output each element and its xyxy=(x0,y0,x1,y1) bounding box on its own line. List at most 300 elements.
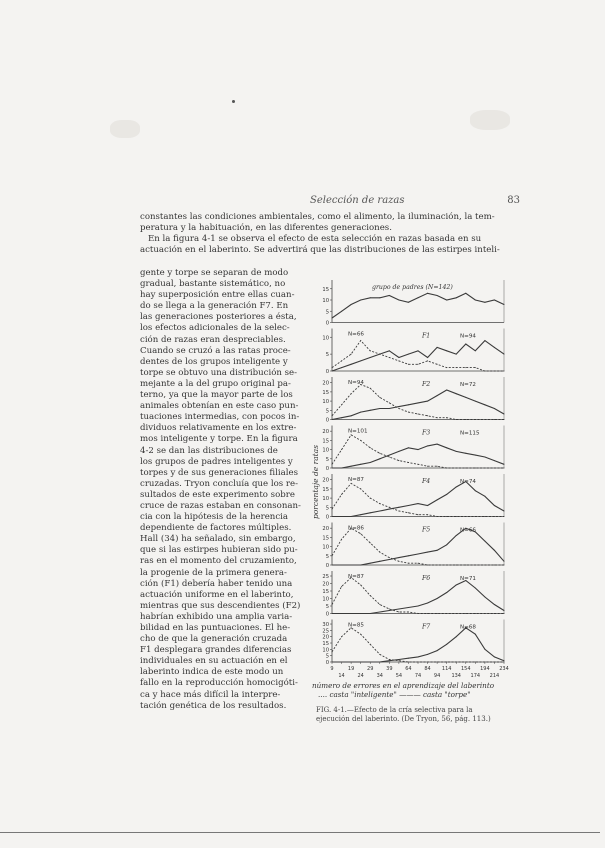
scan-edge-line xyxy=(0,832,600,833)
series-line-torpe xyxy=(332,525,504,565)
data-point xyxy=(475,401,476,402)
data-point xyxy=(456,354,457,355)
legend xyxy=(318,690,471,699)
data-point xyxy=(484,565,485,566)
data-point xyxy=(408,364,409,365)
data-point xyxy=(504,468,505,469)
y-tick-label: 0 xyxy=(325,611,329,618)
panel-n-left: N=85 xyxy=(348,622,364,629)
data-point xyxy=(379,453,380,454)
data-point xyxy=(408,555,409,556)
data-point xyxy=(370,350,371,351)
data-point xyxy=(465,367,466,368)
data-point xyxy=(360,488,361,489)
data-point xyxy=(475,613,476,614)
data-point xyxy=(456,297,457,298)
data-point xyxy=(504,464,505,465)
data-point xyxy=(446,565,447,566)
data-point xyxy=(370,595,371,596)
data-point xyxy=(418,364,419,365)
y-tick-label: 10 xyxy=(322,544,329,551)
text-line: constantes las condiciones ambientales, como el alimento, la iluminación, la tem- xyxy=(140,212,495,222)
data-point xyxy=(446,613,447,614)
data-point xyxy=(456,451,457,452)
x-tick-label: 19 xyxy=(347,666,355,672)
text-line: los grupos de padres inteligentes y xyxy=(140,456,293,467)
panel-label: F7 xyxy=(422,623,431,631)
text-line: individuales en su actuación en el xyxy=(140,656,288,667)
data-point xyxy=(418,503,419,504)
text-line: mos inteligente y torpe. En la figura xyxy=(140,434,298,445)
text-line: fallo en la reproducción homocigóti- xyxy=(140,678,298,689)
data-point xyxy=(360,340,361,341)
text-line: Hall (34) ha señalado, sin embargo, xyxy=(140,534,296,545)
x-tick-label: 64 xyxy=(405,666,412,672)
data-point xyxy=(484,541,485,542)
data-point xyxy=(475,350,476,351)
data-point xyxy=(379,511,380,512)
data-point xyxy=(351,483,352,484)
data-point xyxy=(494,300,495,301)
data-point xyxy=(456,613,457,614)
data-point xyxy=(360,533,361,534)
data-point xyxy=(427,654,428,655)
text-line: 4-2 se dan las distribuciones de xyxy=(140,445,278,456)
data-point xyxy=(494,371,495,372)
data-point xyxy=(494,613,495,614)
series-line-inteligente xyxy=(332,341,504,371)
data-point xyxy=(437,466,438,467)
data-point xyxy=(456,468,457,469)
y-tick-label: 10 xyxy=(322,298,329,304)
text-line: cho de que la generación cruzada xyxy=(140,634,288,645)
data-point xyxy=(341,586,342,587)
text-line: mejante a la del grupo original pa- xyxy=(140,378,291,389)
y-tick-label: 10 xyxy=(322,496,329,503)
data-point xyxy=(332,516,333,517)
data-point xyxy=(332,415,333,416)
data-point xyxy=(389,357,390,358)
x-axis-label: número de errores en el aprendizaje del laberinto xyxy=(312,681,495,690)
panel-n-right: N=115 xyxy=(460,430,480,437)
data-point xyxy=(379,408,380,409)
series-line-torpe xyxy=(332,390,504,420)
data-point xyxy=(370,388,371,389)
y-tick-label: 20 xyxy=(322,477,329,484)
text-line: que si las estirpes hubieran sido pu- xyxy=(140,545,298,556)
data-point xyxy=(360,464,361,465)
data-point xyxy=(398,451,399,452)
data-point xyxy=(465,613,466,614)
data-point xyxy=(418,656,419,657)
data-point xyxy=(370,357,371,358)
data-point xyxy=(408,404,409,405)
text-line: sultados de este experimento sobre xyxy=(140,489,295,500)
data-point xyxy=(465,516,466,517)
data-point xyxy=(475,367,476,368)
data-point xyxy=(418,297,419,298)
data-point xyxy=(456,487,457,488)
data-point xyxy=(341,565,342,566)
text-line: do se llega a la generación F7. En xyxy=(140,301,289,312)
figure-caption: FIG. 4-1.—Efecto de la cría selectiva para la ejecución del laberinto. (De Tryon, 56, pág. 113.) xyxy=(316,706,491,723)
data-point xyxy=(398,609,399,610)
panel-label: F6 xyxy=(422,575,431,582)
x-tick-label: 24 xyxy=(357,673,364,679)
legend-solid-swatch: ——— xyxy=(396,690,423,699)
y-tick-label: 10 xyxy=(322,447,329,454)
y-tick-label: 15 xyxy=(322,535,329,542)
data-point xyxy=(465,397,466,398)
data-point xyxy=(341,449,342,450)
data-point xyxy=(332,318,333,319)
data-point xyxy=(332,651,333,652)
data-point xyxy=(398,659,399,660)
data-point xyxy=(370,542,371,543)
y-tick-label: 15 xyxy=(322,438,329,445)
panel-n-left: N=87 xyxy=(348,574,364,580)
data-point xyxy=(341,404,342,405)
text-line: gradual, bastante sistemático, no xyxy=(140,279,286,290)
data-point xyxy=(475,419,476,420)
data-point xyxy=(341,360,342,361)
data-point xyxy=(332,555,333,556)
data-point xyxy=(351,354,352,355)
y-tick-label: 20 xyxy=(322,380,329,387)
data-point xyxy=(504,561,505,562)
data-point xyxy=(456,393,457,394)
text-line: actuación en el laberinto. Se advertirá que las distribuciones de las estirpes inteli- xyxy=(140,245,500,256)
data-point xyxy=(398,557,399,558)
data-point xyxy=(370,410,371,411)
data-point xyxy=(446,350,447,351)
data-point xyxy=(351,565,352,566)
panel-n-right: N=74 xyxy=(460,479,476,485)
data-point xyxy=(398,561,399,562)
data-point xyxy=(351,364,352,365)
data-point xyxy=(456,516,457,517)
data-point xyxy=(494,408,495,409)
data-point xyxy=(379,297,380,298)
x-tick-label: 234 xyxy=(499,666,509,672)
data-point xyxy=(446,644,447,645)
data-point xyxy=(427,357,428,358)
data-point xyxy=(504,371,505,372)
text-line: cruzadas. Tryon concluía que los re- xyxy=(140,478,298,489)
data-point xyxy=(456,636,457,637)
data-point xyxy=(398,406,399,407)
panel-n-left: N=66 xyxy=(348,331,364,338)
data-point xyxy=(389,509,390,510)
text-line: Cuando se cruzó a las ratas proce- xyxy=(140,345,291,356)
selective-breeding-chart xyxy=(312,276,512,688)
data-point xyxy=(408,607,409,608)
data-point xyxy=(360,613,361,614)
series-line-inteligente xyxy=(332,578,504,614)
data-point xyxy=(408,447,409,448)
data-point xyxy=(332,565,333,566)
data-point xyxy=(484,468,485,469)
data-point xyxy=(484,340,485,341)
data-point xyxy=(341,468,342,469)
text-line: dentes de los grupos inteligente y xyxy=(140,356,288,367)
text-line: ción de razas eran despreciables. xyxy=(140,334,286,345)
scan-noise xyxy=(110,120,140,138)
data-point xyxy=(484,613,485,614)
data-point xyxy=(484,371,485,372)
data-point xyxy=(494,460,495,461)
data-point xyxy=(351,393,352,394)
data-point xyxy=(437,295,438,296)
text-line: F1 desplegara grandes diferencias xyxy=(140,645,292,656)
y-tick-label: 5 xyxy=(325,408,329,415)
data-point xyxy=(379,654,380,655)
data-point xyxy=(427,445,428,446)
y-tick-label: 0 xyxy=(325,563,329,569)
data-point xyxy=(379,552,380,553)
data-point xyxy=(484,404,485,405)
panel-n-right: N=72 xyxy=(460,382,476,388)
data-point xyxy=(465,565,466,566)
data-point xyxy=(408,354,409,355)
data-point xyxy=(351,516,352,517)
data-point xyxy=(370,498,371,499)
data-point xyxy=(427,514,428,515)
x-tick-label: 174 xyxy=(470,673,481,679)
data-point xyxy=(418,464,419,465)
data-point xyxy=(379,604,380,605)
data-point xyxy=(408,612,409,613)
running-header xyxy=(270,195,520,211)
x-tick-label: 214 xyxy=(489,673,500,679)
panel-label: F2 xyxy=(422,381,431,388)
data-point xyxy=(465,468,466,469)
data-point xyxy=(446,494,447,495)
text-line: los efectos adicionales de la selec- xyxy=(140,323,290,334)
x-tick-label: 29 xyxy=(367,666,374,672)
data-point xyxy=(484,419,485,420)
data-point xyxy=(398,360,399,361)
data-point xyxy=(484,516,485,517)
text-line: la progenie de la primera genera- xyxy=(140,567,287,578)
data-point xyxy=(437,516,438,517)
data-point xyxy=(408,563,409,564)
x-tick-label: 74 xyxy=(414,673,422,679)
panel-label: F3 xyxy=(422,429,431,437)
data-point xyxy=(341,539,342,540)
y-tick-label: 10 xyxy=(322,399,329,406)
text-line: terno, ya que la mayor parte de los xyxy=(140,390,293,401)
data-point xyxy=(446,367,447,368)
data-point xyxy=(389,295,390,296)
data-point xyxy=(504,565,505,566)
panel-n-right: N=94 xyxy=(460,333,476,340)
data-point xyxy=(341,613,342,614)
series-line-inteligente xyxy=(332,483,504,516)
text-line: En la figura 4-1 se observa el efecto de esta selección en razas basada en su xyxy=(148,234,482,245)
y-tick-label: 5 xyxy=(325,604,329,610)
data-point xyxy=(418,449,419,450)
data-point xyxy=(398,357,399,358)
x-tick-label: 84 xyxy=(424,666,431,672)
y-axis-label: porcentaje de ratas xyxy=(311,444,320,520)
data-point xyxy=(504,354,505,355)
y-tick-label: 5 xyxy=(325,505,329,512)
data-point xyxy=(379,561,380,562)
data-point xyxy=(475,565,476,566)
text-line: tación genética de los resultados. xyxy=(140,700,287,711)
data-point xyxy=(389,402,390,403)
data-point xyxy=(389,457,390,458)
legend-dashed-label: casta "inteligente" xyxy=(329,690,397,699)
data-point xyxy=(456,535,457,536)
data-point xyxy=(494,505,495,506)
data-point xyxy=(475,588,476,589)
y-tick-label: 15 xyxy=(322,389,329,396)
data-point xyxy=(446,468,447,469)
data-point xyxy=(332,367,333,368)
data-point xyxy=(437,395,438,396)
data-point xyxy=(389,660,390,661)
data-point xyxy=(379,612,380,613)
panel-n-right: N=71 xyxy=(460,576,476,582)
data-point xyxy=(427,613,428,614)
panel-n-right: N=66 xyxy=(460,527,476,534)
data-point xyxy=(341,417,342,418)
data-point xyxy=(351,434,352,435)
data-point xyxy=(437,598,438,599)
data-point xyxy=(389,659,390,660)
text-line: actuación uniforme en el laberinto, xyxy=(140,589,294,600)
data-point xyxy=(370,462,371,463)
data-point xyxy=(332,371,333,372)
panel-label: F5 xyxy=(422,526,431,534)
data-point xyxy=(379,458,380,459)
data-point xyxy=(504,511,505,512)
data-point xyxy=(475,300,476,301)
data-point xyxy=(494,347,495,348)
y-tick-label: 0 xyxy=(325,466,329,472)
text-line: dependiente de factores múltiples. xyxy=(140,523,292,534)
data-point xyxy=(398,660,399,661)
data-point xyxy=(398,460,399,461)
data-point xyxy=(351,415,352,416)
data-point xyxy=(437,347,438,348)
text-line: dividuos relativamente en los extre- xyxy=(140,423,297,434)
series-line-inteligente xyxy=(332,435,504,468)
data-point xyxy=(360,514,361,515)
data-point xyxy=(456,367,457,368)
y-tick-label: 15 xyxy=(322,286,329,293)
data-point xyxy=(465,344,466,345)
body-text-column xyxy=(140,268,308,712)
x-tick-label: 54 xyxy=(395,673,403,679)
data-point xyxy=(408,302,409,303)
panel-n-right: N=68 xyxy=(460,624,476,631)
data-point xyxy=(475,490,476,491)
y-tick-label: 20 xyxy=(322,634,329,641)
data-point xyxy=(504,516,505,517)
data-point xyxy=(494,516,495,517)
data-point xyxy=(494,565,495,566)
y-tick-label: 5 xyxy=(325,553,329,560)
data-point xyxy=(504,414,505,415)
data-point xyxy=(408,412,409,413)
data-point xyxy=(465,293,466,294)
data-point xyxy=(504,613,505,614)
data-point xyxy=(351,466,352,467)
data-point xyxy=(418,402,419,403)
x-tick-label: 14 xyxy=(338,673,345,679)
data-point xyxy=(446,390,447,391)
data-point xyxy=(370,563,371,564)
y-tick-label: 25 xyxy=(322,628,329,635)
text-line: ca y hace más difícil la interpre- xyxy=(140,689,281,700)
data-point xyxy=(504,304,505,305)
x-tick-label: 114 xyxy=(441,666,452,672)
series-line-torpe xyxy=(332,581,504,614)
data-point xyxy=(446,417,447,418)
data-point xyxy=(427,505,428,506)
data-point xyxy=(418,514,419,515)
data-point xyxy=(504,660,505,661)
data-point xyxy=(427,466,428,467)
data-point xyxy=(475,468,476,469)
y-tick-label: 20 xyxy=(322,429,329,436)
text-line: torpes y de sus generaciones filiales xyxy=(140,467,298,478)
text-line: gente y torpe se separan de modo xyxy=(140,268,289,278)
text-line: bilidad en las puntuaciones. El he- xyxy=(140,623,291,633)
data-point xyxy=(341,311,342,312)
body-text-full-width xyxy=(140,212,500,256)
data-point xyxy=(332,509,333,510)
figure-4-1 xyxy=(312,276,512,688)
data-point xyxy=(408,658,409,659)
data-point xyxy=(427,603,428,604)
data-point xyxy=(389,455,390,456)
data-point xyxy=(446,592,447,593)
data-point xyxy=(475,516,476,517)
x-tick-label: 9 xyxy=(330,666,334,672)
data-point xyxy=(494,419,495,420)
data-point xyxy=(418,554,419,555)
data-point xyxy=(389,350,390,351)
panel-label: F1 xyxy=(422,332,431,340)
y-tick-label: 15 xyxy=(322,589,329,595)
data-point xyxy=(360,585,361,586)
data-point xyxy=(379,354,380,355)
data-point xyxy=(465,453,466,454)
legend-solid-label: casta "torpe" xyxy=(422,690,471,699)
data-point xyxy=(360,565,361,566)
data-point xyxy=(360,440,361,441)
x-tick-label: 94 xyxy=(433,673,441,679)
page-number: 83 xyxy=(507,195,520,206)
panel-n-left: N=86 xyxy=(348,525,364,532)
x-tick-label: 194 xyxy=(480,666,490,672)
data-point xyxy=(427,360,428,361)
data-point xyxy=(427,415,428,416)
data-point xyxy=(332,613,333,614)
data-point xyxy=(427,552,428,553)
y-tick-label: 15 xyxy=(322,486,329,493)
data-point xyxy=(408,505,409,506)
data-point xyxy=(341,367,342,368)
series-line-padres xyxy=(332,293,504,318)
data-point xyxy=(332,419,333,420)
y-tick-label: 5 xyxy=(325,456,329,463)
data-point xyxy=(360,300,361,301)
